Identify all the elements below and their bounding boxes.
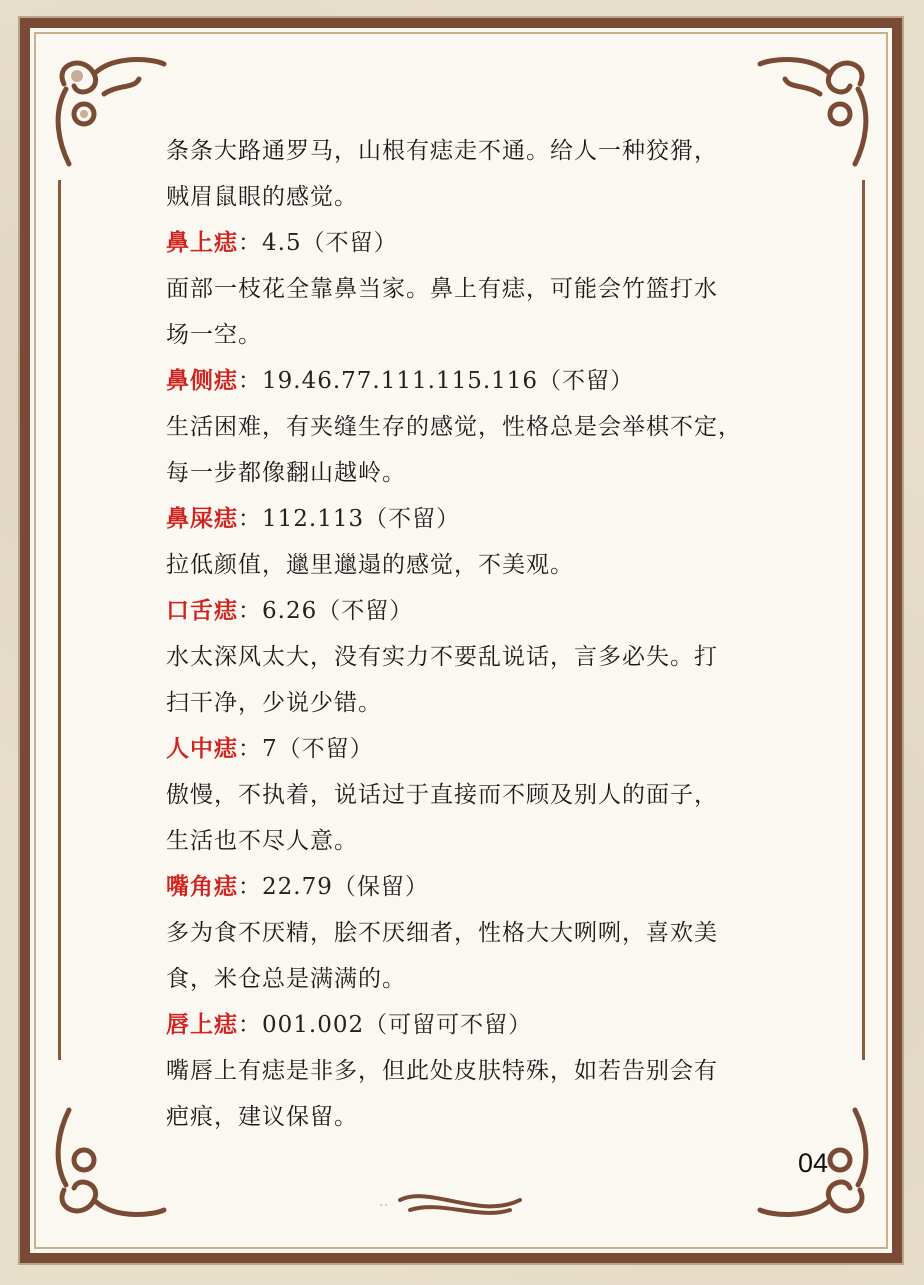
entry-nose-side (166, 358, 786, 496)
mole-value: ：112.113（不留） (238, 506, 461, 532)
page-number: 04 (798, 1148, 829, 1178)
entry-desc-line: 多为食不厌精，脍不厌细者，性格大大咧咧，喜欢美 (166, 920, 718, 946)
entry-heading (166, 220, 786, 266)
entry-desc-line: 嘴唇上有痣是非多，但此处皮肤特殊，如若告别会有 (166, 1058, 718, 1084)
entry-heading (166, 496, 786, 542)
mole-value: ：6.26（不留） (238, 598, 414, 624)
bottom-center-flourish-icon (380, 1180, 540, 1230)
entry-desc-line: 食，米仓总是满满的。 (166, 966, 406, 992)
entry-desc-line: 生活也不尽人意。 (166, 828, 358, 854)
mole-label: 鼻上痣 (166, 229, 238, 256)
mole-value: ：001.002（可留可不留） (238, 1012, 533, 1038)
mole-value: ：7（不留） (238, 736, 374, 762)
entry-lip (166, 1002, 786, 1140)
entry-heading (166, 864, 786, 910)
corner-ornament-bottom-left-icon (44, 1100, 174, 1230)
mole-label: 嘴角痣 (166, 873, 238, 900)
entry-desc-line: 拉低颜值，邋里邋遢的感觉，不美观。 (166, 552, 574, 578)
entry-desc-line: 条条大路通罗马，山根有痣走不通。给人一种狡猾， (166, 138, 718, 164)
entry-nose-inner (166, 496, 786, 588)
entry-philtrum (166, 726, 786, 864)
entry-mouth-tongue (166, 588, 786, 726)
entry-heading (166, 726, 786, 772)
entry-intro (166, 128, 786, 220)
mole-label: 鼻侧痣 (166, 367, 238, 394)
corner-ornament-top-left-icon (44, 44, 174, 174)
entry-desc-line: 疤痕，建议保留。 (166, 1104, 358, 1130)
entry-desc-line: 场一空。 (166, 322, 262, 348)
entry-desc-line: 贼眉鼠眼的感觉。 (166, 184, 358, 210)
right-border-line (862, 180, 865, 1060)
mole-label: 口舌痣 (166, 597, 238, 624)
entry-desc-line: 水太深风太大，没有实力不要乱说话，言多必失。打 (166, 644, 718, 670)
main-content (166, 128, 786, 1140)
entry-desc-line: 每一步都像翻山越岭。 (166, 460, 406, 486)
mole-label: 人中痣 (166, 735, 238, 762)
entry-heading (166, 358, 786, 404)
entry-heading (166, 1002, 786, 1048)
mole-value: ：4.5（不留） (238, 230, 398, 256)
mole-label: 鼻屎痣 (166, 505, 238, 532)
mole-value: ：19.46.77.111.115.116（不留） (238, 368, 635, 394)
entry-mouth-corner (166, 864, 786, 1002)
entry-desc-line: 面部一枝花全靠鼻当家。鼻上有痣，可能会竹篮打水 (166, 276, 718, 302)
entry-desc-line: 生活困难，有夹缝生存的感觉，性格总是会举棋不定， (166, 414, 742, 440)
entry-nose-top (166, 220, 786, 358)
mole-value: ：22.79（保留） (238, 874, 429, 900)
entry-desc-line: 傲慢，不执着，说话过于直接而不顾及别人的面子， (166, 782, 718, 808)
entry-heading (166, 588, 786, 634)
entry-desc-line: 扫干净，少说少错。 (166, 690, 382, 716)
left-border-line (58, 180, 61, 1060)
mole-label: 唇上痣 (166, 1011, 238, 1038)
